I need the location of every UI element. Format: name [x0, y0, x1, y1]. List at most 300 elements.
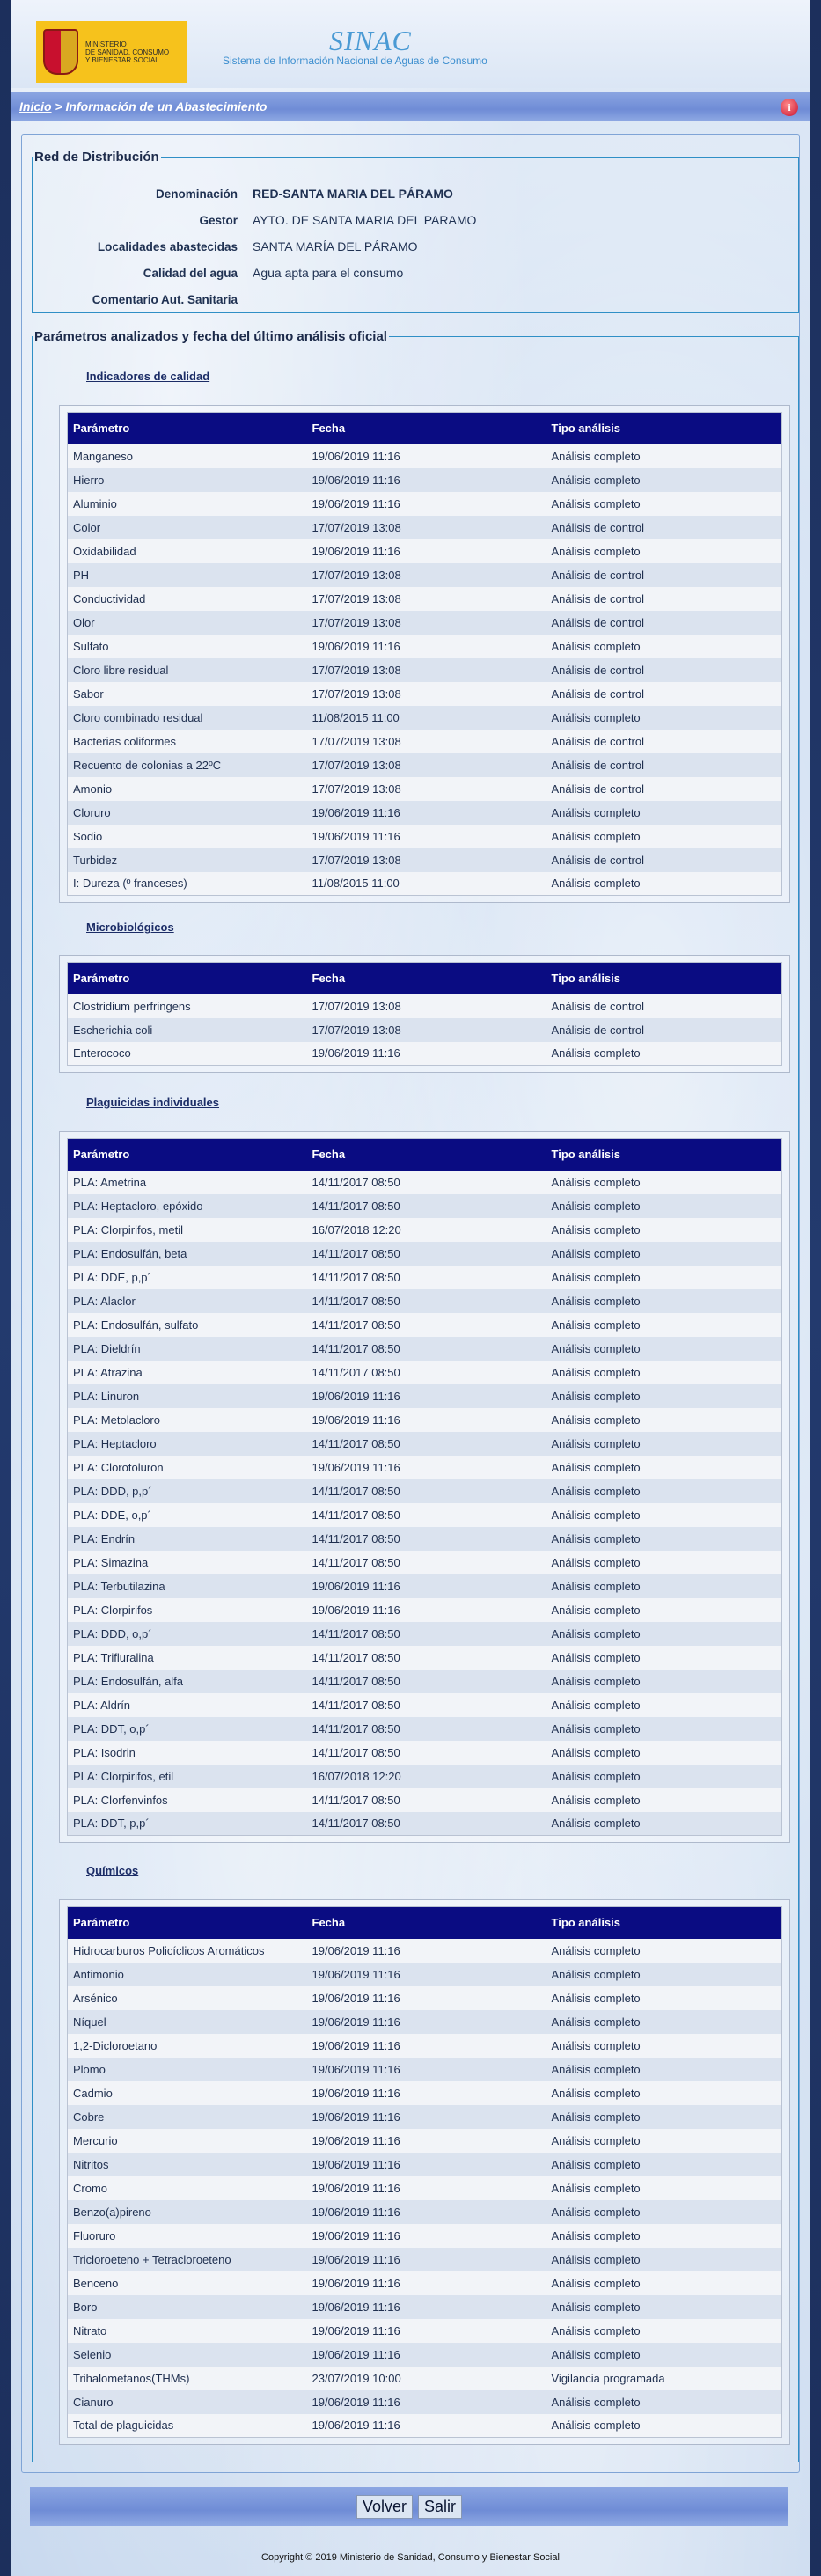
sinac-subtitle: Sistema de Información Nacional de Aguas de Consumo	[223, 55, 487, 67]
parameter-cell: PLA: Atrazina	[68, 1361, 307, 1384]
date-cell: 17/07/2019 13:08	[307, 516, 546, 539]
analysis-type-cell: Análisis completo	[546, 1289, 782, 1313]
analysis-type-cell: Análisis completo	[546, 1266, 782, 1289]
analysis-type-cell: Análisis completo	[546, 1741, 782, 1765]
table-row	[68, 1598, 782, 1622]
parameter-cell: PLA: Linuron	[68, 1384, 307, 1408]
parameters-table-panel	[59, 405, 790, 903]
sinac-logo[interactable]: SINAC	[329, 25, 412, 56]
parameter-cell: PLA: DDD, p,p´	[68, 1479, 307, 1503]
breadcrumb-home-link[interactable]: Inicio	[19, 99, 52, 114]
date-cell: 11/08/2015 11:00	[307, 706, 546, 730]
date-cell: 19/06/2019 11:16	[307, 444, 546, 468]
parameters-table	[67, 412, 782, 896]
action-bar	[30, 2487, 788, 2526]
info-label: Localidades abastecidas	[97, 239, 238, 253]
parameter-cell: PLA: DDE, p,p´	[68, 1266, 307, 1289]
parameters-table	[67, 1138, 782, 1836]
table-row	[68, 706, 782, 730]
analysis-type-cell: Análisis completo	[546, 825, 782, 848]
date-cell: 19/06/2019 11:16	[307, 1574, 546, 1598]
table-row	[68, 1939, 782, 1963]
date-cell: 19/06/2019 11:16	[307, 2295, 546, 2319]
table-row	[68, 2248, 782, 2271]
table-row	[68, 563, 782, 587]
column-header: Parámetro	[68, 413, 307, 444]
info-label: Gestor	[199, 213, 238, 227]
table-row	[68, 492, 782, 516]
parameter-cell: Nitritos	[68, 2153, 307, 2176]
date-cell: 19/06/2019 11:16	[307, 635, 546, 658]
analysis-type-cell: Análisis de control	[546, 658, 782, 682]
parameter-cell: PLA: Aldrín	[68, 1693, 307, 1717]
table-row	[68, 1313, 782, 1337]
info-row	[43, 260, 782, 286]
ministry-name	[85, 40, 169, 64]
exit-button[interactable]: Salir	[418, 2495, 462, 2519]
parameter-cell: Arsénico	[68, 1986, 307, 2010]
analysis-type-cell: Análisis completo	[546, 2224, 782, 2248]
table-row	[68, 1337, 782, 1361]
parameter-cell: PLA: Heptacloro, epóxido	[68, 1194, 307, 1218]
table-row	[68, 2224, 782, 2248]
parameter-cell: Cloro libre residual	[68, 658, 307, 682]
analysis-type-cell: Análisis completo	[546, 1622, 782, 1646]
table-row	[68, 1646, 782, 1670]
parameter-cell: PLA: DDT, o,p´	[68, 1717, 307, 1741]
parameter-cell: Mercurio	[68, 2129, 307, 2153]
table-row	[68, 777, 782, 801]
date-cell: 23/07/2019 10:00	[307, 2367, 546, 2390]
table-row	[68, 1622, 782, 1646]
section-title[interactable]: Indicadores de calidad	[86, 370, 210, 383]
parameter-cell: PLA: Clorpirifos	[68, 1598, 307, 1622]
info-label: Calidad del agua	[143, 266, 238, 280]
analysis-type-cell: Análisis completo	[546, 2129, 782, 2153]
date-cell: 16/07/2018 12:20	[307, 1218, 546, 1242]
column-header: Tipo análisis	[546, 1907, 782, 1939]
parameters-table-panel	[59, 955, 790, 1073]
parameter-cell: Total de plaguicidas	[68, 2414, 307, 2438]
date-cell: 19/06/2019 11:16	[307, 539, 546, 563]
parameter-cell: PLA: Endosulfán, beta	[68, 1242, 307, 1266]
analysis-type-cell: Análisis completo	[546, 1479, 782, 1503]
analysis-type-cell: Análisis completo	[546, 1361, 782, 1384]
parameter-cell: PLA: DDT, p,p´	[68, 1812, 307, 1836]
parameter-cell: Sulfato	[68, 635, 307, 658]
info-icon[interactable]: i	[781, 99, 798, 116]
date-cell: 14/11/2017 08:50	[307, 1551, 546, 1574]
date-cell: 19/06/2019 11:16	[307, 2319, 546, 2343]
date-cell: 19/06/2019 11:16	[307, 468, 546, 492]
date-cell: 17/07/2019 13:08	[307, 730, 546, 753]
column-header: Fecha	[307, 963, 546, 994]
analysis-type-cell: Análisis completo	[546, 1313, 782, 1337]
parameter-cell: Manganeso	[68, 444, 307, 468]
date-cell: 17/07/2019 13:08	[307, 563, 546, 587]
date-cell: 19/06/2019 11:16	[307, 2010, 546, 2034]
analysis-type-cell: Análisis completo	[546, 1670, 782, 1693]
analysis-type-cell: Análisis completo	[546, 1408, 782, 1432]
table-row	[68, 1432, 782, 1456]
date-cell: 19/06/2019 11:16	[307, 2153, 546, 2176]
table-row	[68, 2295, 782, 2319]
parameters-table-panel	[59, 1899, 790, 2445]
analysis-type-cell: Análisis de control	[546, 848, 782, 872]
parameter-cell: PLA: Simazina	[68, 1551, 307, 1574]
table-row	[68, 2058, 782, 2081]
parameter-cell: PLA: Clorfenvinfos	[68, 1788, 307, 1812]
date-cell: 17/07/2019 13:08	[307, 1018, 546, 1042]
date-cell: 17/07/2019 13:08	[307, 658, 546, 682]
parameter-cell: Plomo	[68, 2058, 307, 2081]
date-cell: 19/06/2019 11:16	[307, 492, 546, 516]
ministry-line-3: Y BIENESTAR SOCIAL	[85, 55, 159, 64]
date-cell: 14/11/2017 08:50	[307, 1361, 546, 1384]
parameter-cell: Clostridium perfringens	[68, 994, 307, 1018]
section-title[interactable]: Plaguicidas individuales	[86, 1096, 219, 1109]
parameter-cell: PLA: DDD, o,p´	[68, 1622, 307, 1646]
parameter-cell: Bacterias coliformes	[68, 730, 307, 753]
analysis-type-cell: Análisis de control	[546, 563, 782, 587]
table-row	[68, 2343, 782, 2367]
date-cell: 19/06/2019 11:16	[307, 2248, 546, 2271]
analysis-type-cell: Análisis completo	[546, 635, 782, 658]
analysis-type-cell: Análisis completo	[546, 1551, 782, 1574]
date-cell: 19/06/2019 11:16	[307, 2058, 546, 2081]
table-row	[68, 2081, 782, 2105]
analysis-type-cell: Análisis completo	[546, 2010, 782, 2034]
parameter-cell: 1,2-Dicloroetano	[68, 2034, 307, 2058]
table-row	[68, 825, 782, 848]
table-row	[68, 1812, 782, 1836]
analysis-type-cell: Análisis completo	[546, 2058, 782, 2081]
analysis-type-cell: Análisis completo	[546, 2319, 782, 2343]
table-row	[68, 1289, 782, 1313]
date-cell: 17/07/2019 13:08	[307, 753, 546, 777]
table-row	[68, 1670, 782, 1693]
info-label: Comentario Aut. Sanitaria	[92, 292, 238, 306]
analysis-type-cell: Análisis completo	[546, 1812, 782, 1836]
page-frame	[11, 0, 810, 2576]
table-row	[68, 1042, 782, 1066]
column-header: Fecha	[307, 413, 546, 444]
analysis-type-cell: Análisis completo	[546, 1765, 782, 1788]
parameters-table	[67, 962, 782, 1066]
date-cell: 14/11/2017 08:50	[307, 1289, 546, 1313]
table-row	[68, 1408, 782, 1432]
parameter-cell: PLA: DDE, o,p´	[68, 1503, 307, 1527]
parameter-cell: Escherichia coli	[68, 1018, 307, 1042]
date-cell: 16/07/2018 12:20	[307, 1765, 546, 1788]
analysis-type-cell: Análisis completo	[546, 1384, 782, 1408]
parameter-cell: Olor	[68, 611, 307, 635]
parameter-cell: PLA: Clorpirifos, etil	[68, 1765, 307, 1788]
info-label: Denominación	[155, 187, 238, 201]
parameter-cell: PLA: Ametrina	[68, 1171, 307, 1194]
table-row	[68, 516, 782, 539]
analysis-type-cell: Análisis completo	[546, 1503, 782, 1527]
parameter-cell: PLA: Dieldrín	[68, 1337, 307, 1361]
analysis-type-cell: Análisis completo	[546, 2295, 782, 2319]
date-cell: 14/11/2017 08:50	[307, 1622, 546, 1646]
date-cell: 19/06/2019 11:16	[307, 2081, 546, 2105]
analysis-type-cell: Análisis completo	[546, 1939, 782, 1963]
parameter-cell: Benceno	[68, 2271, 307, 2295]
parameter-cell: PLA: Clorpirifos, metil	[68, 1218, 307, 1242]
section-title[interactable]: Microbiológicos	[86, 921, 174, 934]
table-row	[68, 1986, 782, 2010]
parameter-cell: PLA: Endosulfán, alfa	[68, 1670, 307, 1693]
table-row	[68, 1741, 782, 1765]
table-row	[68, 2034, 782, 2058]
table-row	[68, 539, 782, 563]
table-row	[68, 1384, 782, 1408]
distribution-network-fieldset	[32, 150, 799, 313]
parameter-cell: Tricloroeteno + Tetracloroeteno	[68, 2248, 307, 2271]
parameter-cell: Aluminio	[68, 492, 307, 516]
analysis-type-cell: Análisis completo	[546, 1788, 782, 1812]
parameter-cell: Cloruro	[68, 801, 307, 825]
table-row	[68, 2200, 782, 2224]
analysis-type-cell: Análisis completo	[546, 2414, 782, 2438]
date-cell: 14/11/2017 08:50	[307, 1503, 546, 1527]
column-header: Parámetro	[68, 1907, 307, 1939]
date-cell: 19/06/2019 11:16	[307, 2390, 546, 2414]
breadcrumb	[19, 99, 268, 114]
date-cell: 17/07/2019 13:08	[307, 611, 546, 635]
analysis-type-cell: Análisis completo	[546, 1042, 782, 1066]
analysis-type-cell: Análisis de control	[546, 994, 782, 1018]
column-header: Tipo análisis	[546, 1139, 782, 1171]
date-cell: 14/11/2017 08:50	[307, 1527, 546, 1551]
analysis-type-cell: Análisis completo	[546, 492, 782, 516]
table-row	[68, 1693, 782, 1717]
analysis-type-cell: Análisis de control	[546, 587, 782, 611]
analysis-type-cell: Análisis completo	[546, 2105, 782, 2129]
parameters-table-panel	[59, 1131, 790, 1843]
parameter-cell: PLA: Endosulfán, sulfato	[68, 1313, 307, 1337]
parameter-cell: Oxidabilidad	[68, 539, 307, 563]
analysis-type-cell: Análisis completo	[546, 444, 782, 468]
date-cell: 14/11/2017 08:50	[307, 1717, 546, 1741]
date-cell: 19/06/2019 11:16	[307, 2176, 546, 2200]
table-row	[68, 1788, 782, 1812]
parameter-cell: Nitrato	[68, 2319, 307, 2343]
parameters-legend: Parámetros analizados y fecha del último análisis oficial	[34, 329, 387, 344]
parameter-cell: PLA: Trifluralina	[68, 1646, 307, 1670]
analysis-type-cell: Análisis completo	[546, 1986, 782, 2010]
date-cell: 17/07/2019 13:08	[307, 682, 546, 706]
coat-of-arms-icon	[43, 29, 78, 75]
parameter-cell: Cobre	[68, 2105, 307, 2129]
table-row	[68, 1266, 782, 1289]
date-cell: 14/11/2017 08:50	[307, 1741, 546, 1765]
parameters-table	[67, 1906, 782, 2438]
parameter-cell: Conductividad	[68, 587, 307, 611]
date-cell: 14/11/2017 08:50	[307, 1812, 546, 1836]
table-row	[68, 611, 782, 635]
section-title[interactable]: Químicos	[86, 1864, 139, 1877]
ministry-line-1: MINISTERIO	[85, 40, 127, 48]
table-row	[68, 2390, 782, 2414]
analysis-type-cell: Análisis completo	[546, 2390, 782, 2414]
analysis-type-cell: Vigilancia programada	[546, 2367, 782, 2390]
table-row	[68, 2010, 782, 2034]
date-cell: 14/11/2017 08:50	[307, 1432, 546, 1456]
table-row	[68, 1456, 782, 1479]
parameter-cell: Antimonio	[68, 1963, 307, 1986]
parameter-cell: PLA: Clorotoluron	[68, 1456, 307, 1479]
parameter-cell: Níquel	[68, 2010, 307, 2034]
analysis-type-cell: Análisis completo	[546, 2034, 782, 2058]
analysis-type-cell: Análisis de control	[546, 1018, 782, 1042]
date-cell: 14/11/2017 08:50	[307, 1337, 546, 1361]
table-header-row	[68, 963, 782, 994]
date-cell: 19/06/2019 11:16	[307, 2271, 546, 2295]
analysis-type-cell: Análisis de control	[546, 777, 782, 801]
table-row	[68, 2271, 782, 2295]
analysis-type-cell: Análisis completo	[546, 872, 782, 896]
column-header: Parámetro	[68, 1139, 307, 1171]
info-value: RED-SANTA MARIA DEL PÁRAMO	[253, 187, 453, 201]
parameter-cell: PLA: Heptacloro	[68, 1432, 307, 1456]
analysis-type-cell: Análisis completo	[546, 1574, 782, 1598]
table-row	[68, 2414, 782, 2438]
table-row	[68, 2105, 782, 2129]
parameter-cell: Cromo	[68, 2176, 307, 2200]
table-row	[68, 1479, 782, 1503]
analysis-type-cell: Análisis de control	[546, 611, 782, 635]
date-cell: 14/11/2017 08:50	[307, 1194, 546, 1218]
parameter-cell: Boro	[68, 2295, 307, 2319]
table-header-row	[68, 413, 782, 444]
table-row	[68, 1963, 782, 1986]
date-cell: 14/11/2017 08:50	[307, 1266, 546, 1289]
date-cell: 19/06/2019 11:16	[307, 1963, 546, 1986]
analysis-type-cell: Análisis completo	[546, 1337, 782, 1361]
analysis-type-cell: Análisis completo	[546, 1717, 782, 1741]
column-header: Parámetro	[68, 963, 307, 994]
table-row	[68, 1551, 782, 1574]
parameter-cell: PLA: Endrín	[68, 1527, 307, 1551]
table-row	[68, 1242, 782, 1266]
date-cell: 11/08/2015 11:00	[307, 872, 546, 896]
analysis-type-cell: Análisis completo	[546, 1963, 782, 1986]
table-row	[68, 1527, 782, 1551]
analysis-type-cell: Análisis completo	[546, 1456, 782, 1479]
analysis-type-cell: Análisis de control	[546, 730, 782, 753]
table-row	[68, 1194, 782, 1218]
analysis-type-cell: Análisis completo	[546, 1527, 782, 1551]
table-row	[68, 635, 782, 658]
table-row	[68, 801, 782, 825]
table-row	[68, 658, 782, 682]
date-cell: 19/06/2019 11:16	[307, 2343, 546, 2367]
column-header: Tipo análisis	[546, 413, 782, 444]
table-row	[68, 2319, 782, 2343]
table-row	[68, 587, 782, 611]
parameter-cell: Selenio	[68, 2343, 307, 2367]
analysis-type-cell: Análisis completo	[546, 2343, 782, 2367]
back-button[interactable]: Volver	[356, 2495, 413, 2519]
analysis-type-cell: Análisis de control	[546, 516, 782, 539]
table-row	[68, 994, 782, 1018]
table-row	[68, 2153, 782, 2176]
table-row	[68, 1574, 782, 1598]
breadcrumb-separator: >	[51, 99, 66, 114]
date-cell: 17/07/2019 13:08	[307, 777, 546, 801]
date-cell: 14/11/2017 08:50	[307, 1693, 546, 1717]
table-row	[68, 753, 782, 777]
parameter-cell: Cloro combinado residual	[68, 706, 307, 730]
analysis-type-cell: Análisis completo	[546, 468, 782, 492]
date-cell: 14/11/2017 08:50	[307, 1171, 546, 1194]
table-row	[68, 1361, 782, 1384]
date-cell: 19/06/2019 11:16	[307, 1939, 546, 1963]
parameter-cell: Fluoruro	[68, 2224, 307, 2248]
parameter-cell: PH	[68, 563, 307, 587]
analysis-type-cell: Análisis completo	[546, 2271, 782, 2295]
parameter-cell: Sabor	[68, 682, 307, 706]
parameter-cell: Amonio	[68, 777, 307, 801]
parameter-cell: PLA: Isodrin	[68, 1741, 307, 1765]
date-cell: 14/11/2017 08:50	[307, 1479, 546, 1503]
table-row	[68, 1765, 782, 1788]
table-row	[68, 872, 782, 896]
date-cell: 19/06/2019 11:16	[307, 1456, 546, 1479]
table-row	[68, 1717, 782, 1741]
table-row	[68, 468, 782, 492]
table-row	[68, 1218, 782, 1242]
footer-copyright: Copyright © 2019 Ministerio de Sanidad, Consumo y Bienestar Social	[261, 2552, 560, 2563]
breadcrumb-current: Información de un Abastecimiento	[65, 99, 268, 114]
analysis-type-cell: Análisis completo	[546, 2081, 782, 2105]
table-row	[68, 1018, 782, 1042]
ministry-line-2: DE SANIDAD, CONSUMO	[85, 48, 170, 56]
date-cell: 19/06/2019 11:16	[307, 2129, 546, 2153]
table-row	[68, 2367, 782, 2390]
parameter-cell: PLA: Alaclor	[68, 1289, 307, 1313]
parameter-cell: Hidrocarburos Policíclicos Aromáticos	[68, 1939, 307, 1963]
info-value: AYTO. DE SANTA MARIA DEL PARAMO	[253, 213, 477, 227]
date-cell: 19/06/2019 11:16	[307, 2105, 546, 2129]
table-row	[68, 730, 782, 753]
parameter-cell: Trihalometanos(THMs)	[68, 2367, 307, 2390]
date-cell: 19/06/2019 11:16	[307, 825, 546, 848]
date-cell: 19/06/2019 11:16	[307, 1986, 546, 2010]
parameter-cell: PLA: Terbutilazina	[68, 1574, 307, 1598]
table-row	[68, 2176, 782, 2200]
info-value: SANTA MARÍA DEL PÁRAMO	[253, 239, 418, 253]
date-cell: 17/07/2019 13:08	[307, 994, 546, 1018]
analysis-type-cell: Análisis completo	[546, 1218, 782, 1242]
ministry-logo[interactable]	[36, 21, 187, 83]
analysis-type-cell: Análisis completo	[546, 1693, 782, 1717]
analysis-type-cell: Análisis completo	[546, 2248, 782, 2271]
date-cell: 19/06/2019 11:16	[307, 2034, 546, 2058]
info-row	[43, 207, 782, 233]
table-header-row	[68, 1907, 782, 1939]
date-cell: 19/06/2019 11:16	[307, 801, 546, 825]
table-header-row	[68, 1139, 782, 1171]
analysis-type-cell: Análisis completo	[546, 2200, 782, 2224]
distribution-network-legend: Red de Distribución	[34, 150, 159, 165]
column-header: Fecha	[307, 1139, 546, 1171]
date-cell: 14/11/2017 08:50	[307, 1313, 546, 1337]
parameter-cell: Cadmio	[68, 2081, 307, 2105]
analysis-type-cell: Análisis completo	[546, 1171, 782, 1194]
